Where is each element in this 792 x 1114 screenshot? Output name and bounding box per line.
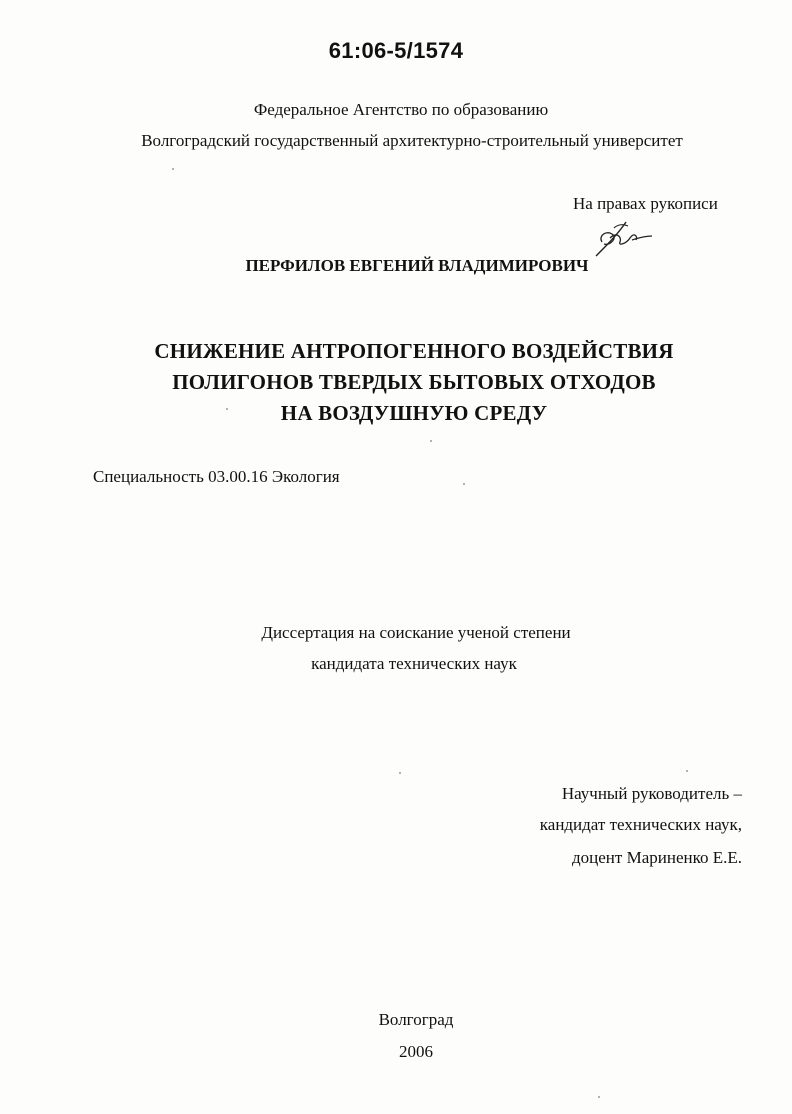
dissertation-line-2: кандидата технических наук (311, 654, 517, 673)
city: Волгоград (378, 1010, 454, 1029)
handwritten-signature (592, 216, 654, 260)
rights-note: На правах рукописи (573, 194, 718, 213)
title-line-2: ПОЛИГОНОВ ТВЕРДЫХ БЫТОВЫХ ОТХОДОВ (172, 370, 656, 394)
scan-speck (686, 770, 688, 772)
title-line-1: СНИЖЕНИЕ АНТРОПОГЕННОГО ВОЗДЕЙСТВИЯ (154, 339, 674, 363)
supervisor-line-2: кандидат технических наук, (539, 815, 742, 834)
speciality: Специальность 03.00.16 Экология (93, 467, 340, 486)
dissertation-line-1: Диссертация на соискание ученой степени (261, 623, 571, 642)
scan-speck (430, 440, 432, 442)
year: 2006 (399, 1042, 433, 1061)
supervisor-line-3: доцент Мариненко Е.Е. (572, 848, 742, 867)
agency-name: Федеральное Агентство по образованию (253, 100, 549, 119)
archive-code: 61:06-5/1574 (328, 38, 464, 63)
title-line-3: НА ВОЗДУШНУЮ СРЕДУ (280, 401, 548, 425)
scan-speck (463, 483, 465, 485)
scan-speck (226, 408, 228, 410)
supervisor-line-1: Научный руководитель – (561, 784, 742, 803)
university-name: Волгоградский государственный архитектурно-строительный университет (141, 131, 683, 150)
scan-speck (598, 1096, 600, 1098)
author-name: ПЕРФИЛОВ ЕВГЕНИЙ ВЛАДИМИРОВИЧ (245, 256, 589, 275)
scan-speck (172, 168, 174, 170)
scan-speck (399, 772, 401, 774)
